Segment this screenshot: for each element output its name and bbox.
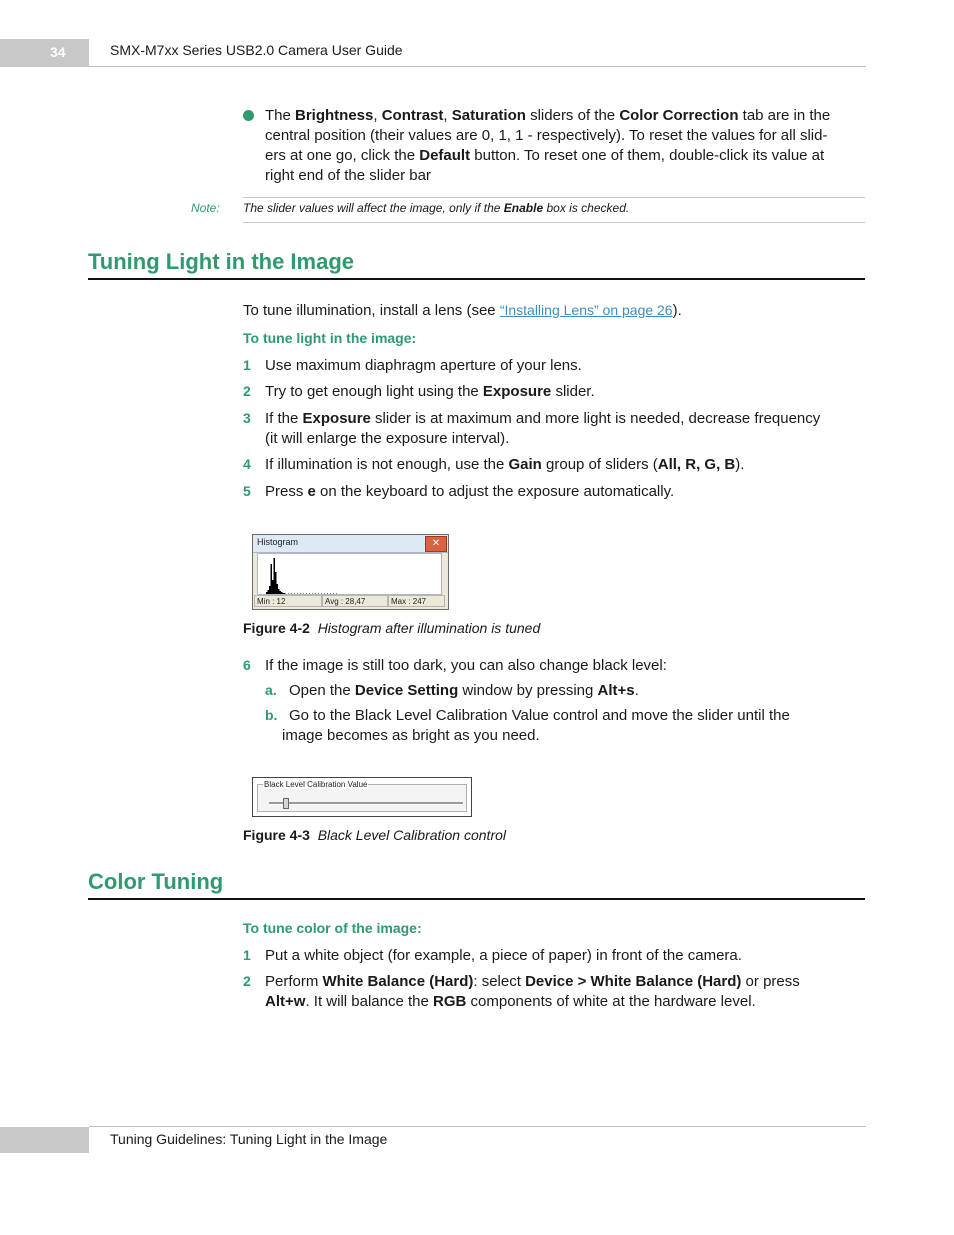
step-number: 2 [243,383,251,399]
section-heading-tuning-light: Tuning Light in the Image [88,249,355,274]
histogram-baseline-dot [318,593,319,594]
histogram-bar [269,586,271,594]
installing-lens-link[interactable]: “Installing Lens” on page 26 [499,302,673,318]
step-text: Try to get enough light using the Exposure slider. [265,383,595,400]
intro-paragraph: To tune illumination, install a lens (see “Installing Lens” on page 26). [243,302,682,319]
note-rule-bottom [243,222,865,223]
bullet-paragraph: The Brightness, Contrast, Saturation sliders of the Color Correction tab are in the central position (their values are 0, 1, 1 - respectively). To reset the values for all slid- ers at one go, click the Default button. To reset one of them, double-click its value at right end of the slider bar [265,107,831,184]
histogram-bar [271,564,273,594]
note-label: Note: [191,201,220,215]
histogram-baseline-dot [312,593,313,594]
histogram-baseline-dot [306,593,307,594]
histogram-bar [268,590,270,594]
header-divider [89,66,866,67]
histogram-bar [277,584,279,594]
histogram-baseline-dot [327,593,328,594]
histogram-max: Max : 247 [388,595,445,607]
histogram-bar [283,593,285,594]
section-rule [88,898,865,900]
substep-letter: b. [265,707,278,723]
step-number: 6 [243,657,251,673]
procedure-heading: To tune light in the image: [243,330,417,346]
document-title: SMX-M7xx Series USB2.0 Camera User Guide [110,42,403,58]
histogram-plot [257,553,442,595]
histogram-bar [280,591,282,594]
histogram-bar [272,580,274,594]
figure-caption: Figure 4-3 Black Level Calibration control [243,827,507,843]
histogram-baseline-dot [297,593,298,594]
histogram-baseline-dot [288,593,289,594]
footer-divider [89,1126,866,1127]
step-text: Use maximum diaphragm aperture of your lens. [265,357,582,374]
step-text: Put a white object (for example, a piece of paper) in front of the camera. [265,947,742,964]
step-number: 5 [243,483,251,499]
histogram-baseline-dot [336,593,337,594]
step-number: 4 [243,456,251,472]
histogram-bar [284,593,286,594]
histogram-bar [278,589,280,594]
histogram-bar [275,572,277,594]
step-number: 2 [243,973,251,989]
histogram-title: Histogram [257,537,299,547]
histogram-baseline-dot [291,593,292,594]
histogram-bar [281,592,283,594]
substep-text: Go to the Black Level Calibration Value control and move the slider until the [289,707,790,724]
section-rule [88,278,865,280]
step-text: Press e on the keyboard to adjust the exposure automatically. [265,483,675,500]
procedure-heading: To tune color of the image: [243,920,422,936]
histogram-bar [274,558,276,594]
substep-letter: a. [265,682,277,698]
histogram-baseline-dot [303,593,304,594]
histogram-bar [266,592,268,594]
figure-caption: Figure 4-2 Histogram after illumination is tuned [243,620,541,636]
step-number: 1 [243,947,251,963]
histogram-window [252,534,449,610]
bullet-icon [243,110,254,121]
step-text: If the image is still too dark, you can also change black level: [265,657,667,674]
histogram-baseline-dot [315,593,316,594]
histogram-baseline-dot [333,593,334,594]
note-rule-top [243,197,865,198]
substep-text: Open the Device Setting window by pressing Alt+s. [289,682,639,699]
note-text: The slider values will affect the image, only if the Enable box is checked. [243,201,630,215]
section-heading-color-tuning: Color Tuning [88,869,224,894]
step-text: Perform White Balance (Hard): select Device > White Balance (Hard) or press Alt+w. It will balance the RGB components of white at the hardware level. [265,973,800,1010]
footer-bar [0,1127,89,1153]
step-text: If the Exposure slider is at maximum and more light is needed, decrease frequency (it will enlarge the exposure interval). [265,410,821,447]
histogram-baseline-dot [330,593,331,594]
step-number: 3 [243,410,251,426]
header-bar [0,39,89,67]
histogram-baseline-dot [294,593,295,594]
histogram-chart [258,554,441,594]
step-number: 1 [243,357,251,373]
histogram-baseline-dot [309,593,310,594]
histogram-titlebar [253,535,448,553]
close-icon[interactable]: ✕ [425,536,447,552]
substep-text-continued: image becomes as bright as you need. [282,727,540,744]
black-level-label: Black Level Calibration Value [264,780,368,789]
page-number: 34 [50,44,66,60]
histogram-baseline-dot [324,593,325,594]
histogram-baseline-dot [321,593,322,594]
histogram-avg: Avg : 28,47 [322,595,388,607]
black-level-slider-track[interactable] [269,802,463,805]
histogram-baseline-dot [300,593,301,594]
step-text: If illumination is not enough, use the Gain group of sliders (All, R, G, B). [265,456,745,473]
black-level-control [252,777,472,817]
footer-text: Tuning Guidelines: Tuning Light in the Image [110,1131,388,1147]
histogram-min: Min : 12 [254,595,322,607]
black-level-slider-thumb[interactable] [283,798,289,809]
